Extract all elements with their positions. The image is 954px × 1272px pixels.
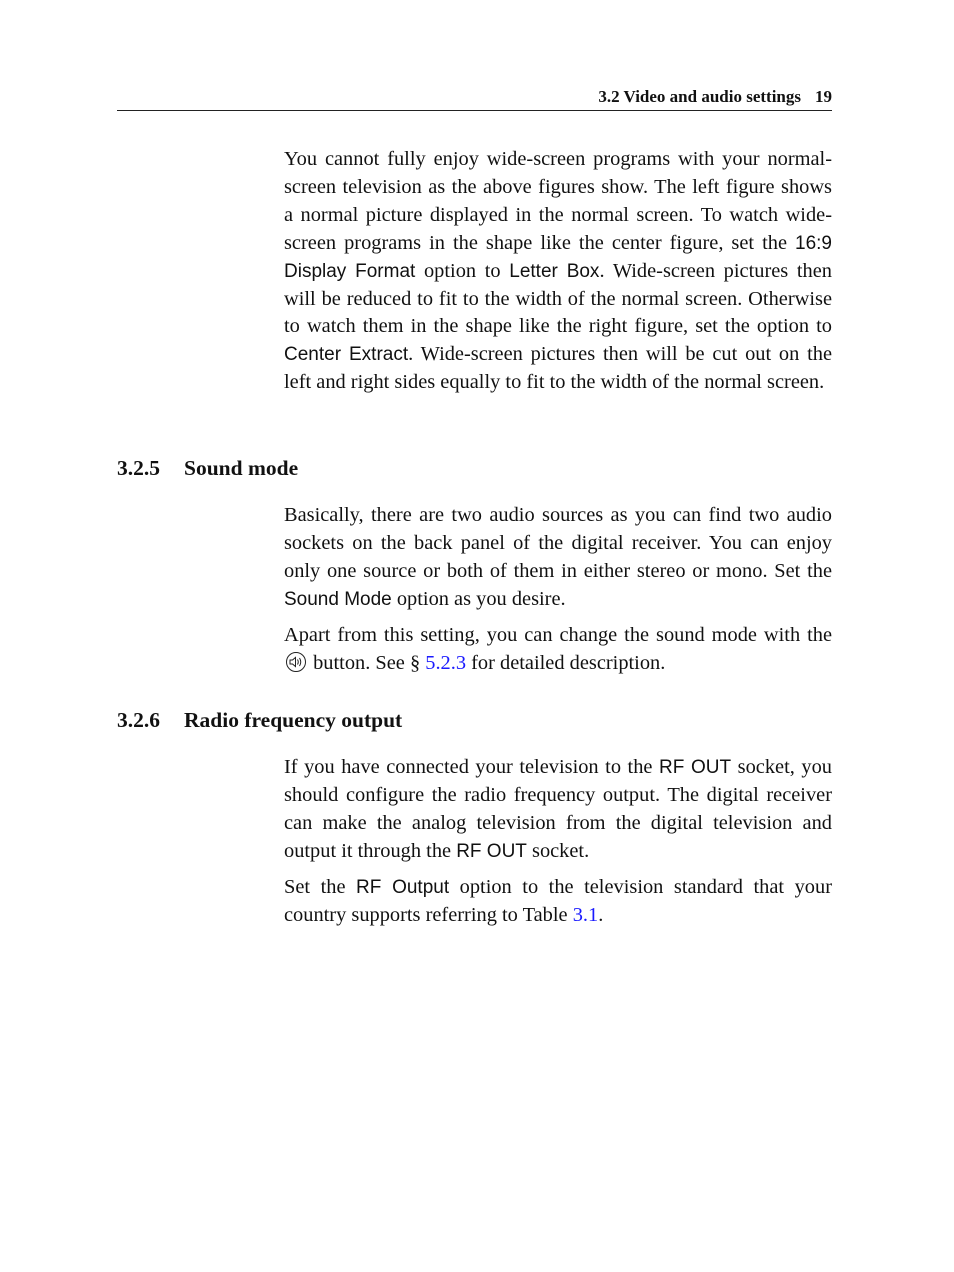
section-title: Sound mode: [184, 456, 299, 480]
sound-mode-icon: [286, 652, 306, 672]
option-name: Sound Mode: [284, 588, 392, 610]
option-name: Letter Box: [509, 260, 600, 282]
page-number: 19: [815, 87, 832, 106]
rf-output-paragraph-1: [284, 754, 832, 866]
intro-paragraph: [284, 146, 832, 397]
text-run: You cannot fully enjoy wide-screen programs with your normal-screen television as the above figures show. The left figure shows a normal picture displayed in the normal screen. To watch wide-screen programs in the shape like the center figure, set the: [284, 148, 832, 254]
text-run: . Wide-screen pictures then will be cut out on the left and right sides equally to fit to the width of the normal screen.: [284, 343, 832, 394]
text-run: If you have connected your television to the: [284, 756, 659, 778]
header-text: [598, 87, 832, 107]
option-name: Center Extract: [284, 344, 409, 366]
table-link-3-1[interactable]: 3.1: [572, 903, 599, 926]
text-run: Apart from this setting, you can change the sound mode with the: [284, 623, 832, 646]
text-run: Set the: [284, 875, 357, 898]
sound-mode-paragraph-2: [284, 622, 832, 678]
text-run: option to: [415, 259, 510, 282]
socket-name: RF OUT: [456, 840, 527, 862]
running-header: [117, 86, 832, 111]
section-heading-rf-output: [117, 708, 402, 733]
rf-output-body: [284, 754, 832, 929]
section-link-5-2-3[interactable]: 5.2.3: [425, 651, 467, 674]
text-run: Basically, there are two audio sources as you can find two audio sockets on the back panel of the digital receiver. You can enjoy only one source or both of them in either stereo or mono. Set the: [284, 504, 832, 582]
text-run: for detailed description.: [466, 651, 666, 674]
sound-mode-paragraph-1: [284, 502, 832, 614]
text-run: button. See §: [308, 651, 426, 674]
section-number: 3.2.5: [117, 456, 160, 480]
header-section-title: 3.2 Video and audio settings: [598, 87, 801, 106]
text-run: socket, you should configure the radio frequency output. The digital receiver can make the analog television from the digital television and output it through the: [284, 756, 832, 862]
text-run: . Wide-screen pictures then will be reduced to fit to the width of the normal screen. Otherwise to watch them in the shape like the right figure, set the option to: [284, 259, 832, 338]
sound-mode-body: [284, 502, 832, 677]
option-name: RF Output: [356, 876, 450, 898]
socket-name: RF OUT: [658, 757, 732, 778]
rf-output-paragraph-2: [284, 874, 832, 930]
section-title: Radio frequency output: [184, 708, 403, 732]
text-run: option to the television standard that your country supports referring to Table: [284, 875, 832, 926]
section-number: 3.2.6: [117, 708, 160, 732]
option-name: 16:9 Display Format: [284, 232, 832, 282]
text-run: socket.: [526, 839, 590, 862]
text-run: .: [598, 903, 604, 926]
text-run: option as you desire.: [391, 587, 566, 610]
intro-text: [284, 146, 832, 397]
section-heading-sound-mode: [117, 456, 298, 481]
